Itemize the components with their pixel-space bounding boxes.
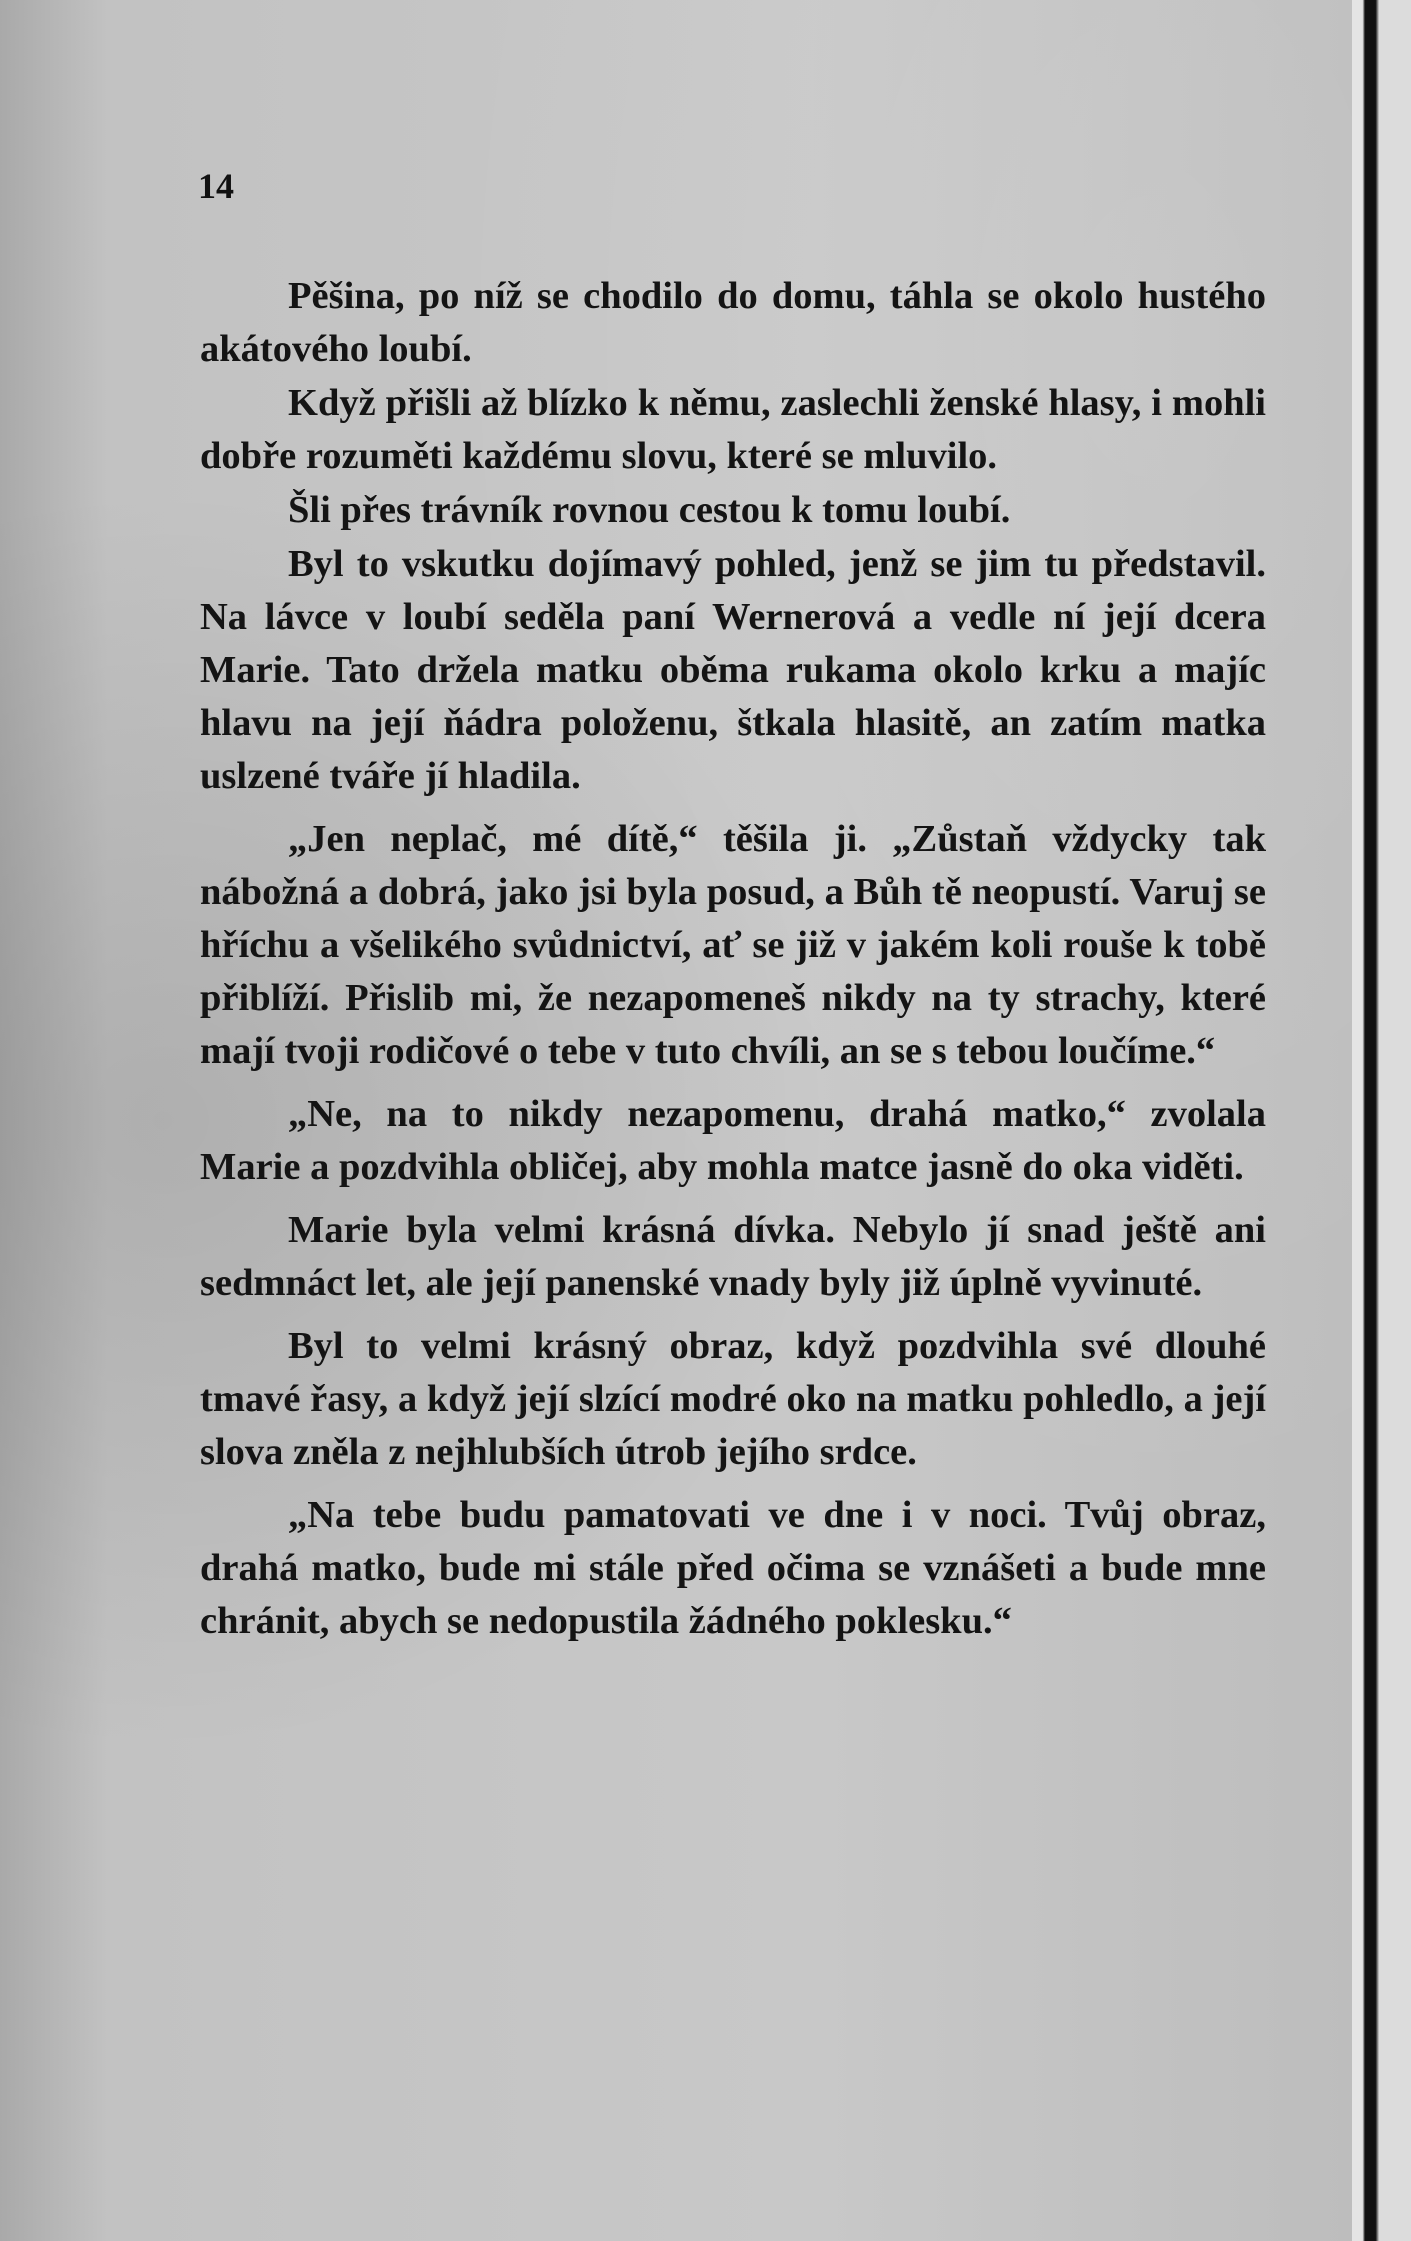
paragraph: Pěšina, po níž se chodilo do domu, táhla se okolo hustého akátového loubí. — [200, 275, 1266, 370]
page-edge — [1352, 0, 1411, 2241]
paragraph: Marie byla velmi krásná dívka. Nebylo jí snad ještě ani sedmnáct let, ale její panenské vnady byly již úplně vyvinuté. — [200, 1209, 1266, 1304]
paragraph: Byl to velmi krásný obraz, když pozdvihla své dlouhé tmavé řasy, a když její slzící modré oko na matku pohledlo, a její slova zněla z nejhlubších útrob jejího srdce. — [200, 1325, 1266, 1473]
page-number: 14 — [198, 166, 234, 206]
paragraph: Když přišli až blízko k němu, zaslechli ženské hlasy, i mohli dobře rozuměti každému slovu, které se mluvilo. — [200, 382, 1266, 477]
paragraph: „Na tebe budu pamatovati ve dne i v noci. Tvůj obraz, drahá matko, bude mi stále před očima se vznášeti a bude mne chránit, abych se nedopustila žádného poklesku.“ — [200, 1494, 1266, 1642]
paragraph: Byl to vskutku dojímavý pohled, jenž se jim tu představil. Na lávce v loubí seděla paní Wernerová a vedle ní její dcera Marie. Tato držela matku oběma rukama okolo krku a majíc hlavu na její ňádra položenu, štkala hlasitě, an zatím matka uslzené tváře jí hladila. — [200, 543, 1266, 797]
paragraph: „Jen neplač, mé dítě,“ těšila ji. „Zůstaň vždycky tak nábožná a dobrá, jako jsi byla posud, a Bůh tě neopustí. Varuj se hříchu a všelikého svůdnictví, ať se již v jakém koli rouše k tobě přiblíží. Přislib mi, že nezapomeneš nikdy na ty strachy, které mají tvoji rodičové o tebe v tuto chvíli, an se s tebou loučíme.“ — [200, 818, 1266, 1072]
paragraph: Šli přes trávník rovnou cestou k tomu loubí. — [288, 489, 1011, 531]
paragraph: „Ne, na to nikdy nezapomenu, drahá matko,“ zvolala Marie a pozdvihla obličej, aby mohla matce jasně do oka viděti. — [200, 1093, 1266, 1188]
body-text — [200, 270, 1266, 1649]
